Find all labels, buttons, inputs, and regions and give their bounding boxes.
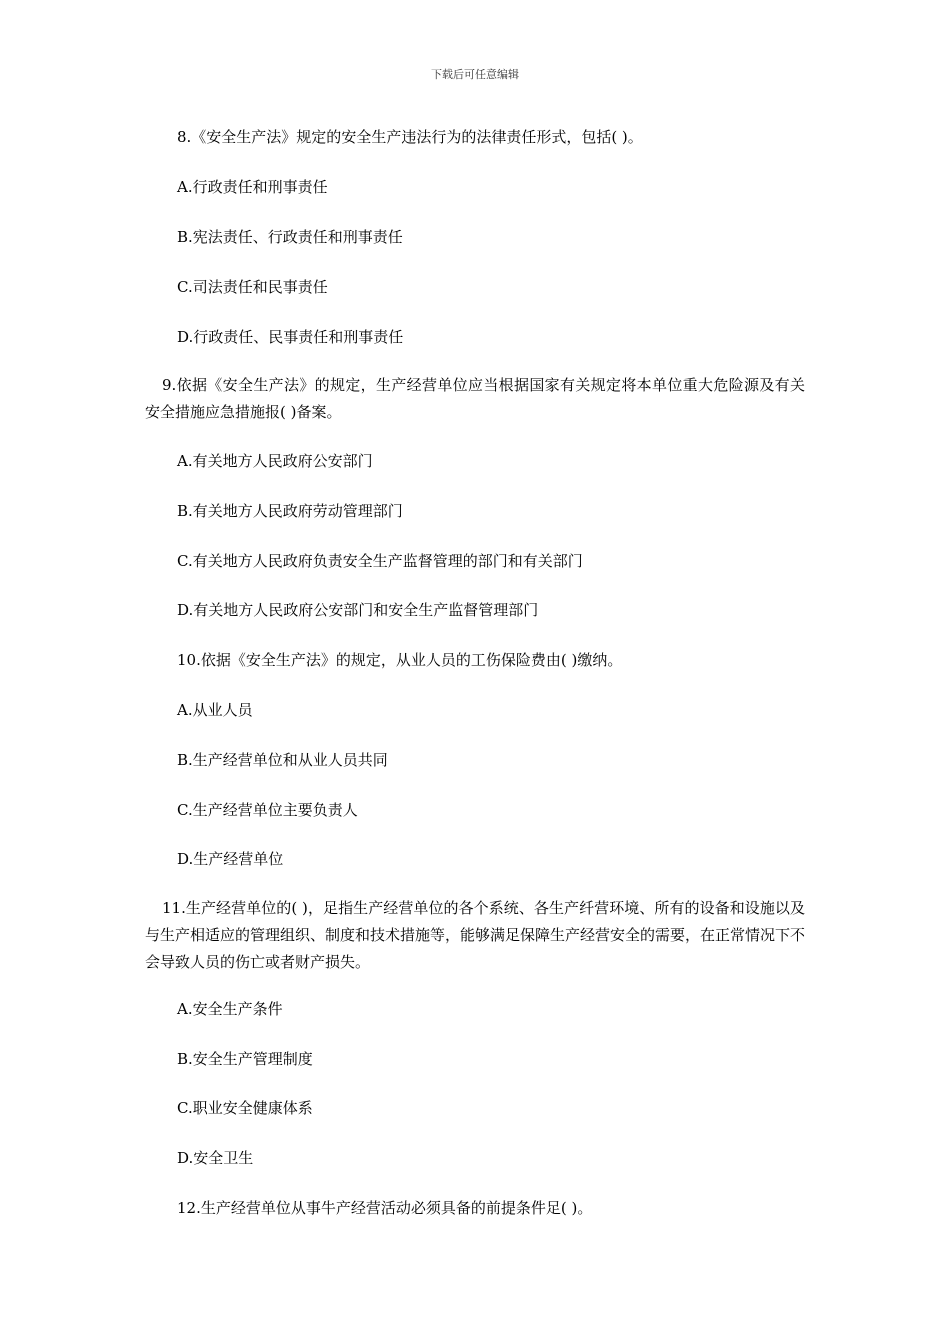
question-11-option-d: D.安全卫生 (177, 1149, 254, 1167)
question-9-option-d: D.有关地方人民政府公安部门和安全生产监督管理部门 (177, 601, 539, 619)
question-12-stem: 12.生产经营单位从事牛产经营活动必须具备的前提条件足( )。 (177, 1199, 593, 1217)
question-11-stem: 11.生产经营单位的( )，足指生产经营单位的各个系统、各生产纤营环境、所有的设备和设施以及与生产相适应的管理组织、制度和技术措施等，能够满足保障生产经营安全的需要，在正常情况下不会导致人员的伤亡或者财产损失。 (145, 899, 806, 971)
question-8-option-b: B.宪法责任、行政责任和刑事责任 (177, 228, 403, 246)
question-9-option-c: C.有关地方人民政府负责安全生产监督管理的部门和有关部门 (177, 552, 583, 570)
question-11-option-c: C.职业安全健康体系 (177, 1099, 313, 1117)
question-8-option-d: D.行政责任、民事责任和刑事责任 (177, 328, 404, 346)
question-9-stem: 9.依据《安全生产法》的规定，生产经营单位应当根据国家有关规定将本单位重大危险源及有关安全措施应急措施报( )备案。 (145, 376, 805, 421)
page-header: 下载后可任意编辑 (431, 68, 519, 81)
question-11-option-b: B.安全生产管理制度 (177, 1050, 313, 1068)
question-8-stem: 8.《安全生产法》规定的安全生产违法行为的法律责任形式，包括( )。 (177, 128, 643, 146)
question-10-stem: 10.依据《安全生产法》的规定，从业人员的工伤保险费由( )缴纳。 (177, 651, 623, 669)
question-8-option-c: C.司法责任和民事责任 (177, 278, 328, 296)
question-10-option-c: C.生产经营单位主要负责人 (177, 801, 358, 819)
question-10-option-b: B.生产经营单位和从业人员共同 (177, 751, 388, 769)
question-10-option-a: A.从业人员 (177, 701, 253, 719)
question-10-option-d: D.生产经营单位 (177, 850, 284, 868)
question-9-option-b: B.有关地方人民政府劳动管理部门 (177, 502, 403, 520)
question-9-option-a: A.有关地方人民政府公安部门 (177, 452, 373, 470)
question-11-option-a: A.安全生产条件 (177, 1000, 283, 1018)
question-8-option-a: A.行政责任和刑事责任 (177, 178, 328, 196)
